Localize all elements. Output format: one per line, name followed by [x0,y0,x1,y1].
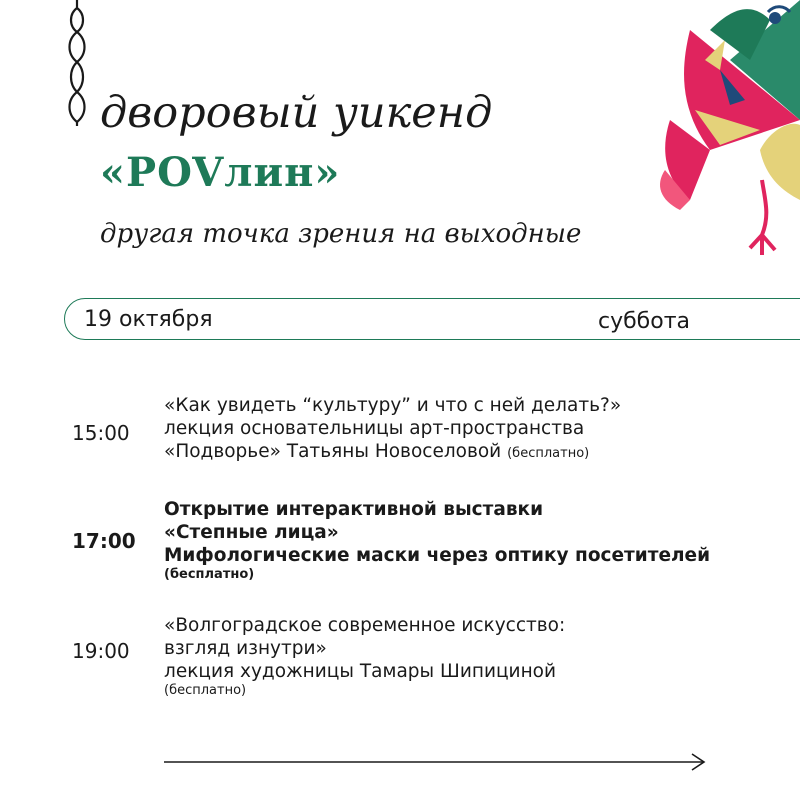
arrow-right-icon[interactable] [164,752,708,772]
event-line: «Степные лица» [164,522,339,543]
event-line-text: «Подворье» Татьяны Новоселовой [164,441,502,462]
event-line: Мифологические маски через оптику посетителей [164,545,711,566]
event-line: взгляд изнутри» [164,638,327,659]
event-time: 19:00 [72,639,130,663]
event-time: 17:00 [72,529,136,553]
peacock-illustration [650,0,800,260]
event-description [164,394,784,465]
price-note: (бесплатно) [164,567,255,582]
weekday-label: суббота [598,309,691,334]
event-line: Открытие интерактивной выставки [164,499,544,520]
event-line: «Волгоградское современное искусство: [164,615,566,636]
event-time: 15:00 [72,421,130,445]
event-line: лекция художницы Тамары Шипициной [164,661,557,682]
ornament-icon [64,0,90,126]
page-title: дворовый уикенд [100,88,493,138]
date-label: 19 октября [84,307,213,332]
price-note: (бесплатно) [164,683,247,698]
event-line: «Как увидеть “культуру” и что с ней делать?» [164,395,622,416]
event-line: лекция основательницы арт-пространства [164,418,585,439]
event-line [164,440,784,465]
event-description [164,498,784,582]
price-note: (бесплатно) [507,446,590,461]
event-description [164,614,784,698]
event-name: «POVлин» [100,149,341,196]
page-subtitle: другая точка зрения на выходные [100,219,582,249]
